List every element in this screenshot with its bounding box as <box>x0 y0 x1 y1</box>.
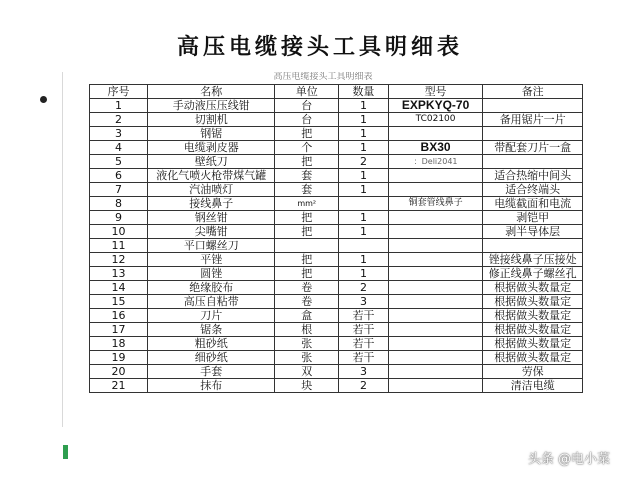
table-row <box>90 113 583 127</box>
table-cell: 适合热缩中间头 <box>483 169 583 183</box>
header-cell: 名称 <box>148 85 275 99</box>
table-row <box>90 211 583 225</box>
table-cell: 个 <box>275 141 339 155</box>
table-cell <box>388 225 483 239</box>
table-cell: 切割机 <box>148 113 275 127</box>
table-row <box>90 365 583 379</box>
table-cell <box>388 379 483 393</box>
header-cell: 备注 <box>483 85 583 99</box>
tools-table <box>89 84 583 393</box>
table-row <box>90 253 583 267</box>
table-cell: 9 <box>90 211 148 225</box>
selected-cell-marker <box>63 445 68 459</box>
table-cell <box>339 239 389 253</box>
table-cell <box>388 309 483 323</box>
table-header-row <box>90 85 583 99</box>
table-cell: 手套 <box>148 365 275 379</box>
table-cell: 细砂纸 <box>148 351 275 365</box>
table-cell: 接线鼻子 <box>148 197 275 211</box>
table-cell <box>388 239 483 253</box>
table-cell: BX30 <box>388 141 483 155</box>
table-cell: 1 <box>339 253 389 267</box>
table-cell: 1 <box>90 99 148 113</box>
table-cell: 根据做头数量定 <box>483 281 583 295</box>
table-cell: 10 <box>90 225 148 239</box>
table-cell <box>483 99 583 113</box>
table-cell: 抹布 <box>148 379 275 393</box>
table-row <box>90 141 583 155</box>
table-cell: TC02100 <box>388 113 483 127</box>
table-cell: 台 <box>275 99 339 113</box>
table-cell: 清洁电缆 <box>483 379 583 393</box>
table-cell <box>388 337 483 351</box>
table-cell: 若干 <box>339 323 389 337</box>
table-cell: 绝缘胶布 <box>148 281 275 295</box>
table-cell: 圆锉 <box>148 267 275 281</box>
table-cell: 台 <box>275 113 339 127</box>
table-cell: 19 <box>90 351 148 365</box>
table-cell: 根据做头数量定 <box>483 351 583 365</box>
table-cell <box>388 183 483 197</box>
table-row <box>90 323 583 337</box>
table-cell <box>388 267 483 281</box>
table-cell: 2 <box>90 113 148 127</box>
table-cell: 粗砂纸 <box>148 337 275 351</box>
table-cell: 钢锯 <box>148 127 275 141</box>
table-cell: 钢丝钳 <box>148 211 275 225</box>
table-cell: 根据做头数量定 <box>483 337 583 351</box>
table-cell: 2 <box>339 155 389 169</box>
header-cell: 型号 <box>388 85 483 99</box>
table-cell: 12 <box>90 253 148 267</box>
table-cell: 1 <box>339 169 389 183</box>
table-cell: 21 <box>90 379 148 393</box>
table-cell: 铜套管线鼻子 <box>388 197 483 211</box>
table-cell: 修正线鼻子螺丝孔 <box>483 267 583 281</box>
table-cell: 把 <box>275 253 339 267</box>
table-cell: 1 <box>339 127 389 141</box>
table-cell: 刀片 <box>148 309 275 323</box>
table-row <box>90 337 583 351</box>
table-row <box>90 127 583 141</box>
table-cell: 壁纸刀 <box>148 155 275 169</box>
table-cell: 张 <box>275 337 339 351</box>
table-cell <box>483 127 583 141</box>
table-row <box>90 379 583 393</box>
table-cell: 尖嘴钳 <box>148 225 275 239</box>
table-cell: 高压自粘带 <box>148 295 275 309</box>
table-cell: 把 <box>275 155 339 169</box>
table-cell: 4 <box>90 141 148 155</box>
table-cell: 2 <box>339 281 389 295</box>
table-cell <box>275 239 339 253</box>
table-cell: 16 <box>90 309 148 323</box>
table-cell: 双 <box>275 365 339 379</box>
table-cell: 带配套刀片一盒 <box>483 141 583 155</box>
table-cell: 备用锯片一片 <box>483 113 583 127</box>
table-cell <box>388 365 483 379</box>
table-cell: 1 <box>339 211 389 225</box>
table-cell: 根据做头数量定 <box>483 295 583 309</box>
table-cell: 13 <box>90 267 148 281</box>
table-cell: 1 <box>339 141 389 155</box>
header-cell: 数量 <box>339 85 389 99</box>
spreadsheet-image <box>62 72 583 427</box>
table-cell: 17 <box>90 323 148 337</box>
table-cell: mm² <box>275 197 339 211</box>
table-cell <box>388 169 483 183</box>
table-cell: 1 <box>339 183 389 197</box>
table-cell: 卷 <box>275 281 339 295</box>
table-cell: 张 <box>275 351 339 365</box>
table-cell: 平口螺丝刀 <box>148 239 275 253</box>
table-cell: 根据做头数量定 <box>483 309 583 323</box>
table-cell: 若干 <box>339 309 389 323</box>
table-cell <box>483 155 583 169</box>
table-cell: 平锉 <box>148 253 275 267</box>
watermark: 头条 @电小菜 <box>527 452 610 467</box>
table-cell: 手动液压压线钳 <box>148 99 275 113</box>
table-cell: 18 <box>90 337 148 351</box>
table-cell: 套 <box>275 169 339 183</box>
header-cell: 序号 <box>90 85 148 99</box>
table-cell <box>388 351 483 365</box>
table-cell: 电缆截面和电流 <box>483 197 583 211</box>
table-row <box>90 267 583 281</box>
table-cell: 锉接线鼻子压接处 <box>483 253 583 267</box>
table-cell: 若干 <box>339 337 389 351</box>
table-cell: ：Deli2041 <box>388 155 483 169</box>
sheet-header: 高压电缆接头工具明细表 <box>273 72 373 82</box>
table-row <box>90 183 583 197</box>
table-cell <box>388 295 483 309</box>
header-cell: 单位 <box>275 85 339 99</box>
table-cell <box>339 197 389 211</box>
table-cell: 适合终端头 <box>483 183 583 197</box>
table-cell: 剥半导体层 <box>483 225 583 239</box>
table-row <box>90 99 583 113</box>
table-cell: 卷 <box>275 295 339 309</box>
table-row <box>90 295 583 309</box>
page-title: 高压电缆接头工具明细表 <box>176 34 463 60</box>
table-cell: 根据做头数量定 <box>483 323 583 337</box>
table-cell <box>388 323 483 337</box>
table-cell: 1 <box>339 225 389 239</box>
table-cell: 14 <box>90 281 148 295</box>
table-cell: 把 <box>275 225 339 239</box>
table-cell: 液化气喷火枪带煤气罐 <box>148 169 275 183</box>
table-cell: 7 <box>90 183 148 197</box>
table-row <box>90 169 583 183</box>
table-cell <box>388 281 483 295</box>
table-cell: 盒 <box>275 309 339 323</box>
table-cell <box>483 239 583 253</box>
table-cell <box>388 211 483 225</box>
table-cell: 1 <box>339 113 389 127</box>
table-cell: 把 <box>275 267 339 281</box>
table-cell: 2 <box>339 379 389 393</box>
table-cell: 3 <box>339 295 389 309</box>
table-cell <box>388 127 483 141</box>
table-cell: 若干 <box>339 351 389 365</box>
table-cell: 套 <box>275 183 339 197</box>
table-cell: 把 <box>275 211 339 225</box>
table-cell: 20 <box>90 365 148 379</box>
table-cell: 锯条 <box>148 323 275 337</box>
table-row <box>90 239 583 253</box>
table-row <box>90 351 583 365</box>
table-cell: 3 <box>339 365 389 379</box>
table-cell: 5 <box>90 155 148 169</box>
table-cell: EXPKYQ-70 <box>388 99 483 113</box>
table-cell: 根 <box>275 323 339 337</box>
table-cell: 把 <box>275 127 339 141</box>
table-row <box>90 309 583 323</box>
table-cell: 3 <box>90 127 148 141</box>
table-cell: 1 <box>339 99 389 113</box>
table-cell: 11 <box>90 239 148 253</box>
table-cell <box>388 253 483 267</box>
table-cell: 8 <box>90 197 148 211</box>
table-row <box>90 155 583 169</box>
table-cell: 15 <box>90 295 148 309</box>
table-cell: 6 <box>90 169 148 183</box>
table-row <box>90 281 583 295</box>
table-row <box>90 197 583 211</box>
table-cell: 劳保 <box>483 365 583 379</box>
table-cell: 剥铠甲 <box>483 211 583 225</box>
table-cell: 1 <box>339 267 389 281</box>
table-row <box>90 225 583 239</box>
table-cell: 电缆剥皮器 <box>148 141 275 155</box>
table-cell: 块 <box>275 379 339 393</box>
table-cell: 汽油喷灯 <box>148 183 275 197</box>
bullet-point <box>40 96 47 103</box>
